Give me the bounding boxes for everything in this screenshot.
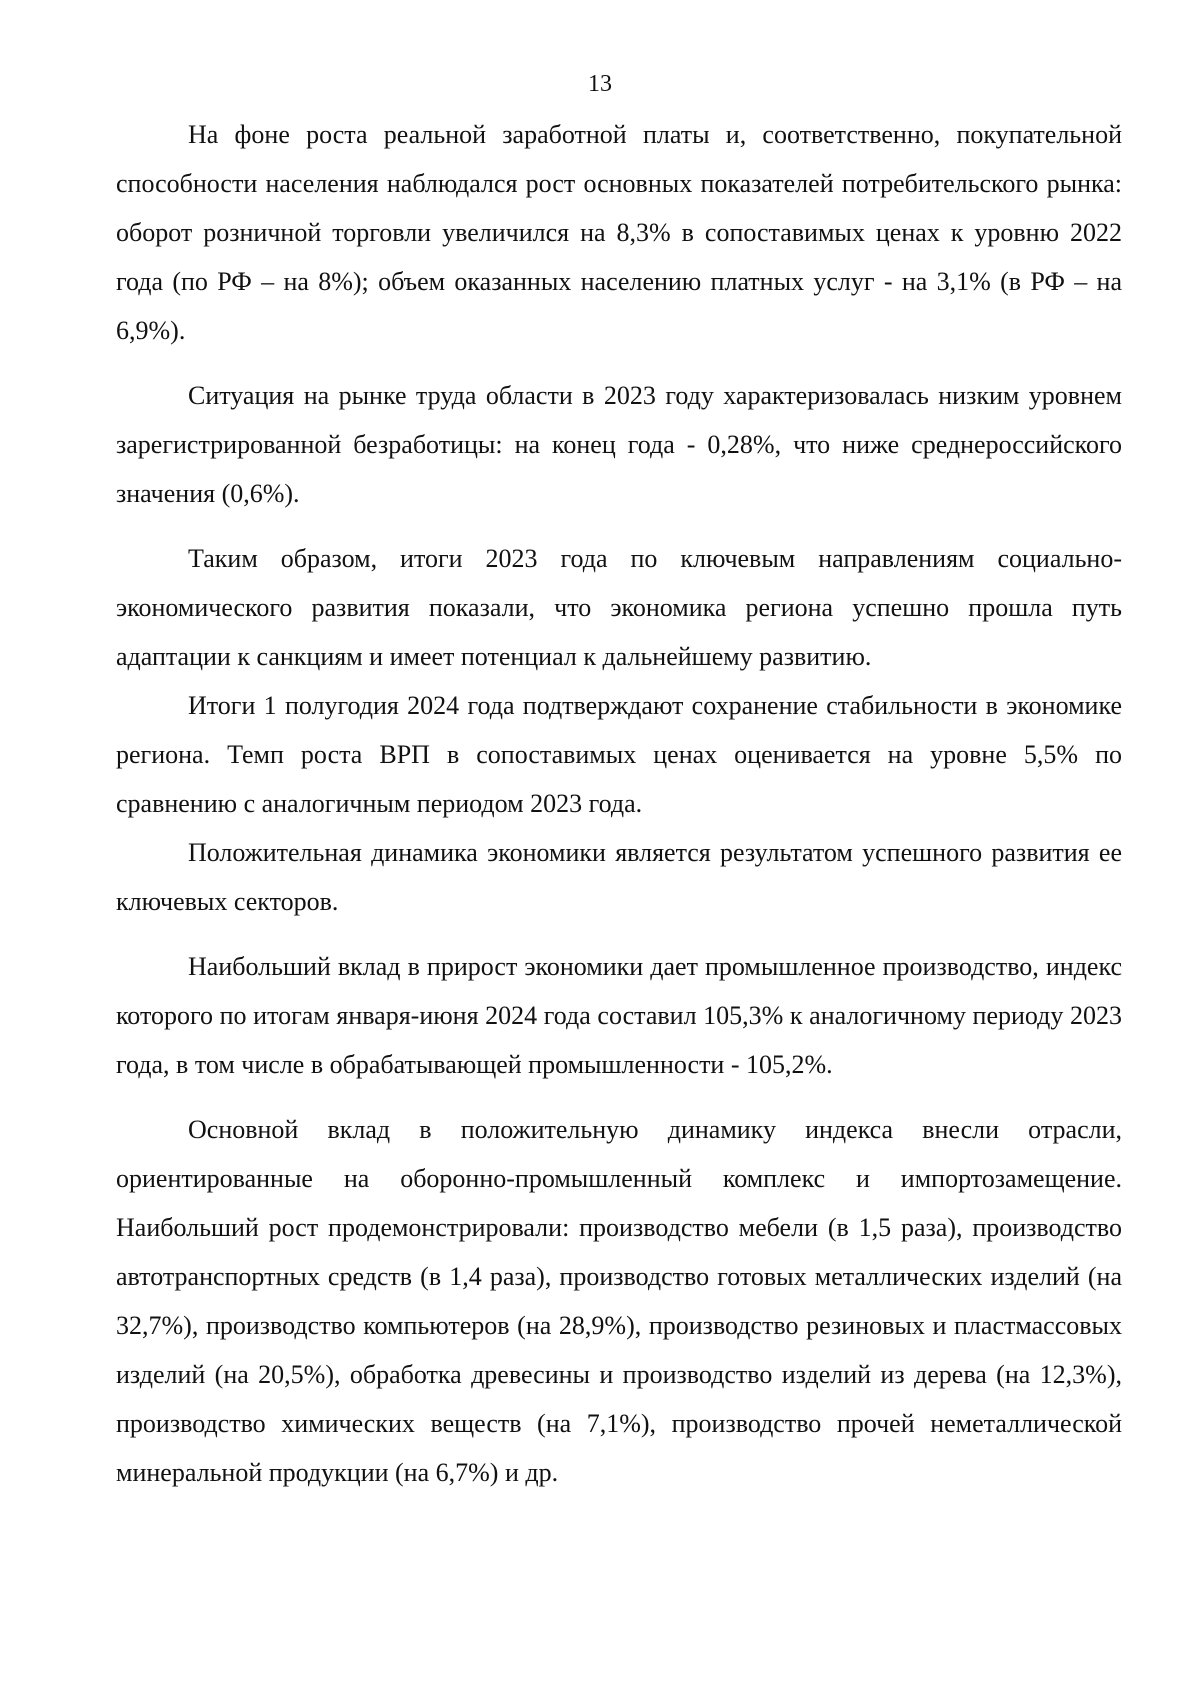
paragraph-results-2023: Таким образом, итоги 2023 года по ключевым направлениям социально-экономического развития показали, что экономика региона успешно прошла путь адаптации к санкциям и имеет потенциал к дальнейшему развитию. <box>116 544 1122 671</box>
page-number: 13 <box>588 71 612 97</box>
paragraph-consumer-market: На фоне роста реальной заработной платы и, соответственно, покупательной способности населения наблюдался рост основных показателей потребительского рынка: оборот розничной торговли увеличился на 8,3% в сопоставимых ценах к уровню 2022 года (по РФ – на 8%); объем оказанных населению платных услуг - на 3,1% (в РФ – на 6,9%). <box>116 120 1122 345</box>
paragraph-positive-dynamics: Положительная динамика экономики является результатом успешного развития ее ключевых секторов. <box>116 838 1122 916</box>
paragraph-industrial-production: Наибольший вклад в прирост экономики дает промышленное производство, индекс которого по итогам января-июня 2024 года составил 105,3% к аналогичному периоду 2023 года, в том числе в обрабатывающей промышленности - 105,2%. <box>116 952 1122 1079</box>
paragraph-labor-market: Ситуация на рынке труда области в 2023 году характеризовалась низким уровнем зарегистрированной безработицы: на конец года - 0,28%, что ниже среднероссийского значения (0,6%). <box>116 381 1122 508</box>
paragraph-results-h1-2024: Итоги 1 полугодия 2024 года подтверждают сохранение стабильности в экономике региона. Темп роста ВРП в сопоставимых ценах оценивается на уровне 5,5% по сравнению с аналогичным периодом 2023 года. <box>116 691 1122 818</box>
paragraph-industry-contribution: Основной вклад в положительную динамику индекса внесли отрасли, ориентированные на оборонно-промышленный комплекс и импортозамещение. Наибольший рост продемонстрировали: производство мебели (в 1,5 раза), производство автотранспортных средств (в 1,4 раза), производство готовых металлических изделий (на 32,7%), производство компьютеров (на 28,9%), производство резиновых и пластмассовых изделий (на 20,5%), обработка древесины и производство изделий из дерева (на 12,3%), производство химических веществ (на 7,1%), производство прочей неметаллической минеральной продукции (на 6,7%) и др. <box>116 1115 1122 1487</box>
document-body <box>116 110 1122 1497</box>
